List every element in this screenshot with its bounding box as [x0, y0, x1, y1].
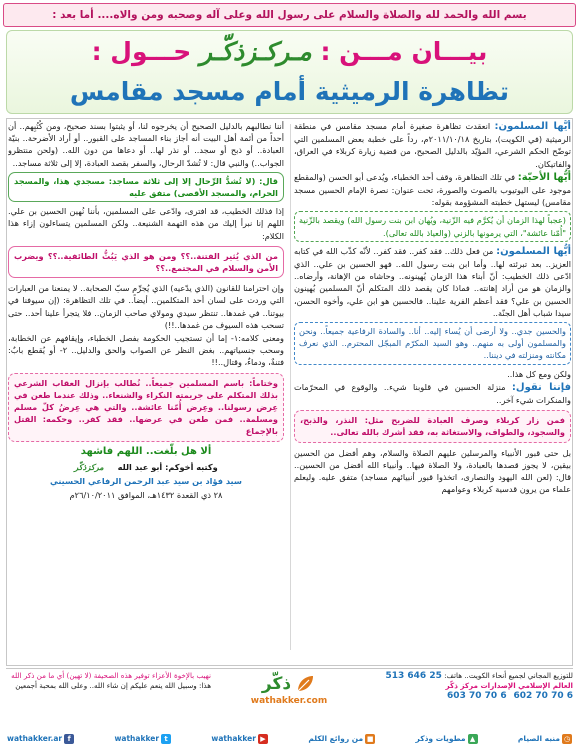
twitter-icon: t	[161, 734, 171, 744]
paragraph-but: ولكن ومع كل هذا..	[507, 368, 571, 379]
heading-we-say: فإننا نقول:	[511, 381, 571, 393]
brand-website[interactable]: wathakker.com	[250, 696, 328, 706]
signature-date: ٢٨ ذي القعدة ١٤٣٢هـ، الموافق ٢٦/١٠/٢٠١١م	[69, 490, 223, 501]
column-divider	[290, 124, 291, 650]
facebook-icon: f	[64, 734, 74, 744]
signature-line	[8, 461, 284, 473]
title-header	[6, 30, 573, 114]
quote-box-green: (عجباً لهذا الزمان أن يُكرَّم فيه الزّنية، ويُهان ابن بنت رسول الله) ويقصد بالزّنية "أُمّنا عائشة"، التي يرمونها بالزني (والعياذ بالله تعالى).	[294, 211, 571, 241]
main-title: تظاهرة الرميثية أمام مسجد مقامس	[69, 77, 510, 106]
social-leaflets[interactable]: ▲ مطويات وذكر	[416, 734, 478, 744]
conclusion-box: وختاماً: باسم المسلمين جميعاً.. نُطالب بإنزال العقاب الشرعي بذلك المتكلم على جريمته النكراء والشنعاء.. وذلك عندما طعن في عِرض رسولنا.. وعِرض أُمّنا عائشة.. والتي هي عِرضُ كلّ مسلم ومسلمة.. فمن طعن في عرضها.. فقد كفر.. وحكمه: القتل بالإجماع	[8, 373, 284, 442]
footer-notice-1: نهيب بالإخوة الأعزاء توفير هذه الصحيفة (لا تهين) أي ما من ذكر الله	[11, 671, 211, 680]
footer-phone-2[interactable]: 6 70 70 602	[513, 691, 573, 701]
app-store-icon: ▲	[468, 734, 478, 744]
opening-banner	[3, 3, 576, 27]
footer-notice-2: هذا: وسبيل الله ينعم عليكم إن شاء الله.. وعلى الله بمحبة أجمعين	[15, 681, 211, 690]
social-youtube[interactable]: ▶ wathakker	[211, 734, 268, 744]
heading-muslims: أيُّها المسلمون:	[494, 121, 571, 132]
brand-logo-text: ذكّر	[261, 674, 292, 694]
signature-name: سيد فؤاد بن سيد عبد الرحمن الرفاعي الحسيني	[50, 476, 242, 487]
warning-box-pink: فمن زار كربلاء وصرف العبادة للضريح مثل: النذر، والذبح، والسجود، والطواف، والاستغاثة به، فقد أشرك بالله تعالى..	[294, 410, 571, 442]
title-prefix: بيـــان مـــن :	[320, 37, 488, 66]
signature-author: وكتبه أخوكم: أبو عبد الله	[117, 461, 218, 472]
paragraph-status: منزلة الحسين في قلوبنا شيء.. والوقوع في المحرّمات والمنكرات شيء آخر..	[294, 381, 571, 406]
footer-phone-3[interactable]: 6 70 70 603	[447, 691, 507, 701]
title-suffix: حـــول :	[91, 37, 192, 66]
title-line-1	[7, 37, 572, 66]
quote-box-blue: والحسين جدي.. ولا أرضى أن يُساء إليه.. أنا.. والسادة الرفاعية جميعاً.. ونحن والمسلمون أولى به منهم.. وهو السيد المكرّم المبجّل المحترم.. الذي نعرف مكانته ومنزلته في ديننا..	[294, 322, 571, 365]
youtube-icon: ▶	[258, 734, 268, 744]
footer-brand	[214, 673, 364, 706]
footer	[6, 668, 573, 730]
question-box-pink: من الذي يُثير الفتنة..؟؟ ومن هو الذي يَبُثُّ الطائفية..؟؟ ويضرب الأمن والسلام في المجتمع..؟؟	[8, 246, 284, 278]
paragraph-swords: وإن احترامنا للقانون (الذي يدّعيه) الذي يُجرِّم سبّ الصحابة.. لا يمنعنا من العبارات التي وردت على لسان أحد المتكلمين.. أيضاً.. في تلك التظاهرة: (إن سيوفنا في بيوتنا.. في غمدها.. تنتظر سيدي ومولاي صاحب الزمان.. فلا يتجرأ علينا أحد.. حتى تسحب هذه السيوف من غمدها..!!)	[8, 283, 284, 330]
footer-phone-1[interactable]: 25 646 513	[385, 671, 442, 681]
paragraph-slander: إذا فذلك الخطيب، قد افترى، وادّعى على المسلمين، بأننا نُهين الحسين بن علي. اللهم إنا نبرأ إليك من هذه التهمة الشنيعة.. ولكن المسلمين يتساءلون إزاء هذا الكلام:	[8, 206, 284, 241]
social-bar	[3, 732, 576, 745]
paragraph-graves: بل حتى قبور الأنبياء والمرسلين عليهم الصلاة والسلام، وهم أفضل من الحسين بيقين، لا يجوز قصدها بالعبادة، ولا الصلاة فيها.. وأنبياء الله أفضل من الحسين.. قال: (لعن الله اليهود والنصارى، اتخذوا قبور أنبيائهم مساجد) متفق عليه. وليعلم علماء من يرون قدسية كربلاء وعوامهم	[294, 447, 571, 495]
alarm-icon: ◷	[563, 734, 571, 743]
paragraph-intro: انعقدت تظاهرة صغيرة أمام مسجد مقامس في منطقة الرميثية (في الكويت)، بتاريخ ٢٠١١/١٠/١٨م، رداً على خطبة بعض المسلمين التي توضّح الحكم الشرعي، المؤيّد بالدليل الصحيح، من قضية زيارة كربلاء في العراق، والفاتيكان.	[294, 121, 571, 169]
paragraph-ruling: من فعل ذلك.. فقد كفر.. فقد كفر.. لأنّه كذّب الله في كتابه العزيز.. بعد تبرئته لها.. وأما ابن بنت رسول الله.. فهو الحسين بن علي.. الذي ادّعى ذلك الخطيب: أنّ أبناء هذا الزمان يُهينونه.. وحاشاه من الإهانة، وأرضاه.. والزمان هو من أراد إهانته.. فماذا كان يقصد ذلك المتكلم أنّ المسلمين يُهينون الحسين بن علي؟ فقد أعظم الفرية علينا.. فالحسين هو ابن علي، وأخوه الحسن، سيدا شباب أهل الجنّة..	[294, 245, 571, 318]
opening-text: بسم الله والحمد لله والصلاة والسلام على رسول الله وعلى آله وصحبه ومن والاه.... أما بعد :	[52, 9, 527, 21]
social-sayings[interactable]: ■ من روائع الكلم	[308, 734, 374, 743]
heading-beloved: أيُّها الأحبّة:	[517, 171, 571, 183]
heading-muslims-2: أيُّها المسلمون:	[496, 245, 571, 257]
social-fasting-app[interactable]: ◷ منبه الصيام	[517, 734, 571, 743]
book-icon: ■	[366, 734, 374, 743]
left-column	[8, 120, 284, 652]
paragraph-speaker: في تلك التظاهرة، وقف أحد الخطباء، ويُدعى أبو الحسن (والمقطع موجود على اليوتيوب بالصوت والصورة، تحت عنوان: نصرة الإمام الحسين مسجد مقامس) ليستهل خطبته المشؤومة بقوله:	[294, 171, 571, 208]
footer-distribution: للتوزيع المجاني لجميع أنحاء الكويت.. هاتف:	[444, 671, 573, 680]
footer-notice	[6, 671, 211, 691]
social-twitter[interactable]: t wathakker	[114, 734, 171, 744]
signature-logo: مركزذكّر	[74, 461, 104, 472]
paragraph-evidence: أننا نطالبهم بالدليل الصحيح أن يخرجوه لنا، أو يثبتوا بسند صحيح، ومن كُتُبِهم.. أن أحداً من أئمة أهل البيت أنه أجاز بناء المساجد على القبور.. أو أراد الأضرحة.. بنيّة العبادة.. أو ذبح أو سجد.. أو نذر لها.. أو دعاها من دون الله.. (ولحن منتظرو الجواب..) والنبي قال: لا تُشدّ الرحال، والسفر بقصد العبادة، إلا إلى ثلاثة مساجد..	[8, 121, 284, 168]
footer-contact	[368, 671, 573, 701]
footer-publisher: العالم الإسلامي الإصدارات مركز ذكّر	[445, 681, 573, 690]
center-logo-text: مـركـزذكّـر	[200, 37, 312, 66]
brand-logo	[214, 673, 364, 695]
paragraph-meaning: ومعنى كلامه:١- إما أن تستجيب الحكومة بفصل الخطباء، وإيقافهم عن الخطابة، وسحب جنسياتهم.. بغض النظر عن الصواب والحق والدليل.. ٢- أو يُقطع بابٌ: فتنةٌ، ودماءٌ، وقتال..!!	[8, 333, 284, 368]
right-column	[294, 120, 571, 652]
leaf-logo-icon	[294, 673, 316, 695]
social-facebook[interactable]: f wathakker.ar	[7, 734, 74, 744]
signature-blessing: ألا هل بلّغت.. اللهم فاشهد	[80, 445, 212, 457]
hadith-box: قال: (لا تُشدُّ الرِّحال إلا إلى ثلاثة مساجد: مسجدي هذا، والمسجد الحرام، والمسجد الأقصى) متفق عليه	[8, 172, 284, 202]
